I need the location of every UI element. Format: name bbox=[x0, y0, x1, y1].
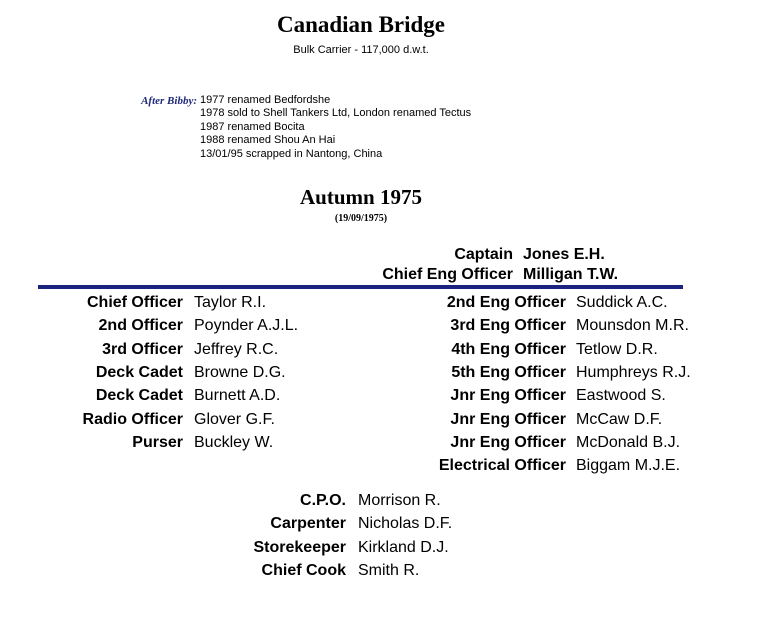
crew-row bbox=[0, 491, 441, 511]
crew-role: 2nd Officer bbox=[98, 317, 183, 335]
crew-role: Jnr Eng Officer bbox=[450, 387, 566, 405]
crew-name: Jeffrey R.C. bbox=[194, 340, 279, 358]
crew-role: Electrical Officer bbox=[438, 457, 566, 475]
crew-row bbox=[0, 386, 666, 406]
crew-name: Milligan T.W. bbox=[523, 266, 619, 283]
crew-name: Burnett A.D. bbox=[194, 387, 281, 405]
crew-role: Storekeeper bbox=[253, 538, 346, 556]
crew-name: Tetlow D.R. bbox=[576, 340, 658, 358]
crew-name: Taylor R.I. bbox=[194, 294, 267, 311]
voyage-season: Autumn 1975 bbox=[300, 185, 422, 209]
crew-role: Deck Cadet bbox=[95, 387, 183, 405]
crew-role: Chief Eng Officer bbox=[382, 266, 513, 283]
voyage-date: (19/09/1975) bbox=[334, 213, 388, 224]
crew-row bbox=[0, 433, 681, 453]
crew-row bbox=[0, 538, 449, 558]
history-line: 1978 sold to Shell Tankers Ltd, London renamed Tectus bbox=[200, 107, 472, 120]
crew-role: Deck Cadet bbox=[95, 363, 183, 381]
crew-role: 2nd Eng Officer bbox=[446, 294, 566, 311]
crew-row bbox=[0, 561, 420, 581]
ship-subtitle: Bulk Carrier - 117,000 d.w.t. bbox=[293, 44, 429, 56]
history-label: After Bibby: bbox=[141, 95, 197, 107]
history-line: 1987 renamed Bocita bbox=[200, 120, 305, 133]
crew-role: 5th Eng Officer bbox=[451, 363, 566, 381]
history-line: 13/01/95 scrapped in Nantong, China bbox=[200, 147, 383, 160]
crew-name: Buckley W. bbox=[194, 433, 274, 451]
crew-name: McDonald B.J. bbox=[576, 433, 681, 451]
crew-name: Smith R. bbox=[358, 561, 420, 579]
crew-row bbox=[0, 293, 668, 313]
crew-row bbox=[0, 363, 691, 383]
crew-row bbox=[0, 410, 663, 430]
crew-role: Captain bbox=[454, 246, 513, 263]
crew-name: Poynder A.J.L. bbox=[194, 317, 299, 335]
crew-name: Jones E.H. bbox=[523, 246, 605, 263]
history-list bbox=[200, 94, 471, 161]
crew-role: Jnr Eng Officer bbox=[450, 433, 566, 451]
crew-name: Humphreys R.J. bbox=[576, 363, 691, 381]
crew-name: Eastwood S. bbox=[576, 387, 666, 405]
crew-row-chief-eng bbox=[0, 265, 619, 285]
crew-row bbox=[0, 340, 658, 360]
crew-role: Radio Officer bbox=[82, 410, 183, 428]
crew-name: Biggam M.J.E. bbox=[576, 457, 681, 475]
history-line: 1977 renamed Bedfordshe bbox=[200, 94, 331, 106]
crew-row bbox=[0, 456, 681, 476]
crew-name: Suddick A.C. bbox=[576, 294, 668, 311]
crew-role: 4th Eng Officer bbox=[451, 340, 566, 358]
crew-name: Glover G.F. bbox=[194, 410, 275, 428]
crew-role: 3rd Eng Officer bbox=[450, 317, 566, 335]
crew-role: C.P.O. bbox=[300, 492, 346, 509]
crew-role: Chief Cook bbox=[261, 561, 346, 579]
crew-role: 3rd Officer bbox=[102, 340, 183, 358]
crew-name: Nicholas D.F. bbox=[358, 515, 453, 533]
crew-name: Kirkland D.J. bbox=[358, 538, 449, 556]
crew-row bbox=[0, 514, 453, 534]
crew-name: McCaw D.F. bbox=[576, 410, 663, 428]
crew-row-captain bbox=[0, 245, 605, 265]
crew-role: Carpenter bbox=[270, 515, 346, 533]
crew-role: Jnr Eng Officer bbox=[450, 410, 566, 428]
crew-name: Browne D.G. bbox=[194, 363, 286, 381]
crew-name: Morrison R. bbox=[358, 492, 441, 509]
ship-title: Canadian Bridge bbox=[276, 12, 446, 37]
history-line: 1988 renamed Shou An Hai bbox=[200, 134, 336, 147]
crew-name: Mounsdon M.R. bbox=[576, 317, 689, 335]
crew-row bbox=[0, 316, 689, 336]
crew-role: Purser bbox=[132, 433, 183, 451]
divider-rule bbox=[38, 285, 683, 289]
crew-role: Chief Officer bbox=[86, 294, 183, 311]
